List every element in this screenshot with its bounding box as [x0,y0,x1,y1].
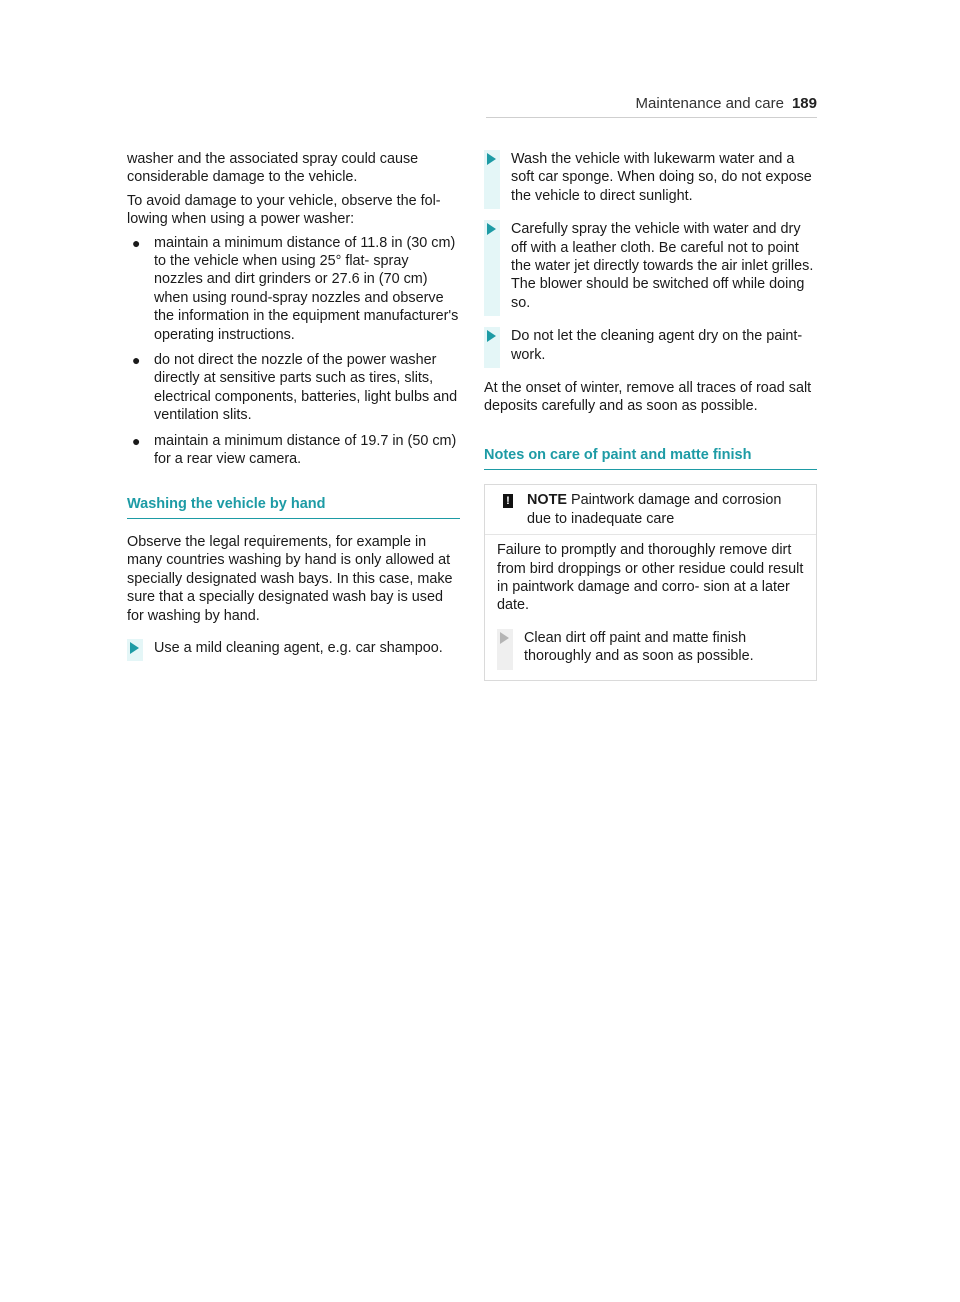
page-number: 189 [791,95,817,112]
page-header [620,95,817,112]
step-arrow-icon [487,153,496,165]
note-box [484,484,817,680]
step-item: Do not let the cleaning agent dry on the paint- work. [484,327,817,364]
section-heading-hand-wash: Washing the vehicle by hand [127,495,460,519]
step-arrow-icon [487,330,496,342]
list-item: ● maintain a minimum distance of 19.7 in (50 cm) for a rear view camera. [132,432,457,468]
step-item: Wash the vehicle with lukewarm water and a soft car sponge. When doing so, do not expose the vehicle to direct sunlight. [484,150,817,205]
left-column [127,150,460,672]
list-item: ● do not direct the nozzle of the power washer directly at sensitive parts such as tires, slits, electrical components, batteries, light bulbs and ventilation slits. [132,352,458,424]
intro-paragraph: washer and the associated spray could cause considerable damage to the vehicle. [127,151,419,186]
note-paragraph: Failure to promptly and thoroughly remove dirt from bird droppings or other residue could result in paintwork damage and corro‐ sion at a later date. [497,542,804,614]
step-arrow-icon [130,642,139,654]
power-washer-list [127,234,460,469]
avoid-damage-paragraph: To avoid damage to your vehicle, observe the fol‐ lowing when using a power washer: [127,192,441,228]
header-divider [486,117,817,118]
bullet-icon: ● [132,352,141,369]
step-arrow-icon [487,223,496,235]
step-item: Use a mild cleaning agent, e.g. car shampoo. [127,639,460,657]
step-item: Carefully spray the vehicle with water and dry off with a leather cloth. Be careful not to point the water jet directly towards the air inlet grilles. The blower should be switched off while doing so. [484,220,817,312]
note-body [485,535,816,679]
legal-paragraph: Observe the legal requirements, for example in many countries washing by hand is only allowed at specially designated wash bays. In this case, make sure that a specially designated wash bay is used for washing by hand. [127,533,453,624]
section-title: Maintenance and care [635,95,784,112]
list-item: ● maintain a minimum distance of 11.8 in (30 cm) to the vehicle when using 25° flat- spray nozzles and dirt grinders or 27.6 in (70 cm) when using round-spray nozzles and observe the information in the equipment manufacturer's operating instructions. [132,234,459,343]
step-arrow-icon [500,632,509,644]
warning-icon: ! [503,494,513,508]
note-header [485,485,816,535]
right-column [484,150,817,681]
step-item: Clean dirt off paint and matte finish thoroughly and as soon as possible. [497,629,806,666]
note-title: Paintwork damage and corrosion due to inadequate care [527,492,782,527]
section-heading-paint-care: Notes on care of paint and matte finish [484,446,817,470]
bullet-icon: ● [132,234,141,251]
note-label: NOTE [527,492,567,509]
bullet-icon: ● [132,432,141,449]
winter-paragraph: At the onset of winter, remove all traces of road salt deposits carefully and as soon as possible. [484,380,812,415]
